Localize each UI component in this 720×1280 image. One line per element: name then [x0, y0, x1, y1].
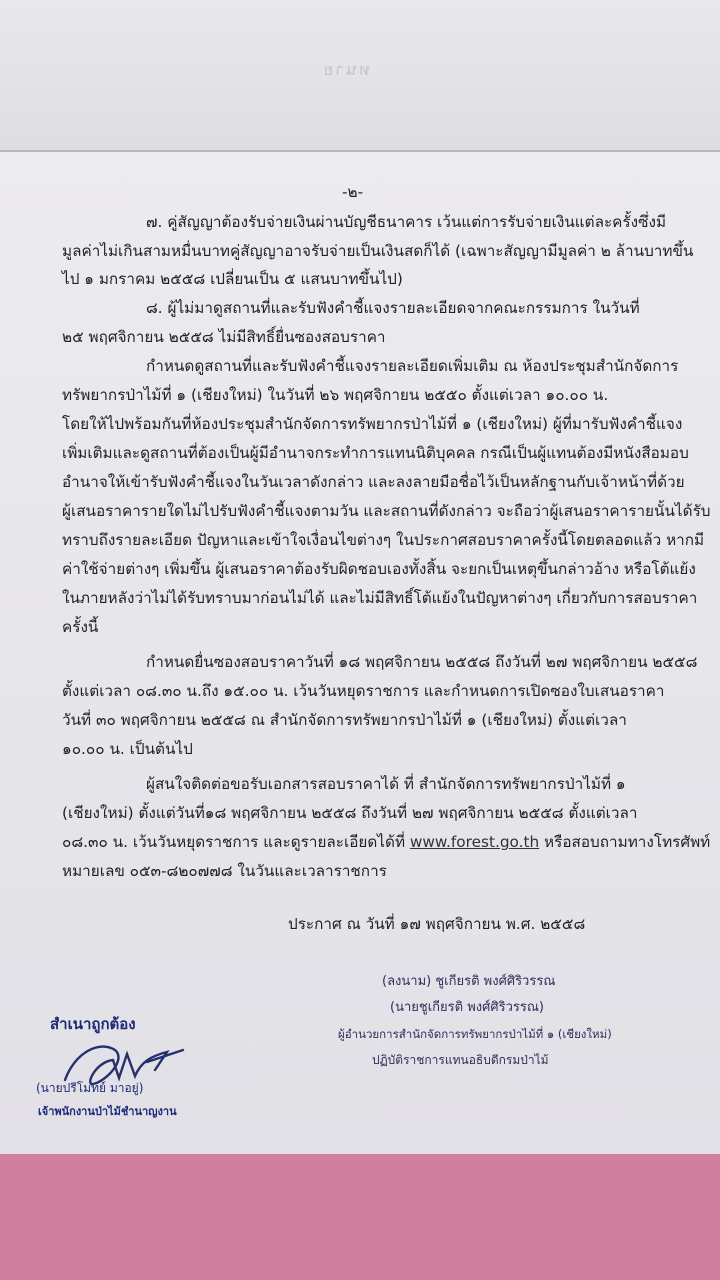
site-visit-line-9: ในภายหลังว่าไม่ได้รับทราบมาก่อนไม่ได้ และไม่มีสิทธิ์โต้แย้งในปัญหาต่างๆ เกี่ยวกับการสอบราคา [62, 589, 698, 607]
bid-period-line-4: ๑๐.๐๐ น. เป็นต้นไป [62, 740, 193, 758]
clause-8-line-2: ๒๕ พฤศจิกายน ๒๕๕๘ ไม่มีสิทธิ์ยื่นซองสอบราคา [62, 328, 386, 346]
clause-7-line-1: ๗. คู่สัญญาต้องรับจ่ายเงินผ่านบัญชีธนาคาร เว้นแต่การรับจ่ายเงินแต่ละครั้งซึ่งมี [146, 213, 667, 231]
bid-period-line-3: วันที่ ๓๐ พฤศจิกายน ๒๕๕๘ ณ สำนักจัดการทรัพยากรป่าไม้ที่ ๑ (เชียงใหม่) ตั้งแต่เวลา [62, 711, 627, 729]
page-number: -๒- [342, 183, 364, 201]
previous-page-sheet [0, 0, 720, 152]
site-visit-line-3: โดยให้ไปพร้อมกันที่ห้องประชุมสำนักจัดการทรัพยากรป่าไม้ที่ ๑ (เชียงใหม่) ผู้ที่มารับฟังคำชี้แจง [62, 415, 683, 433]
contact-text-after: หรือสอบถามทางโทรศัพท์ [539, 833, 711, 851]
contact-line-1: ผู้สนใจติดต่อขอรับเอกสารสอบราคาได้ ที่ สำนักจัดการทรัพยากรป่าไม้ที่ ๑ [146, 775, 626, 793]
bid-period-line-1: กำหนดยื่นซองสอบราคาวันที่ ๑๘ พฤศจิกายน ๒๕๕๘ ถึงวันที่ ๒๗ พฤศจิกายน ๒๕๕๘ [146, 653, 698, 671]
site-visit-line-5: อำนาจให้เข้ารับฟังคำชี้แจงในวันเวลาดังกล่าว และลงลายมือชื่อไว้เป็นหลักฐานกับเจ้าหน้าที่ด้วย [62, 473, 685, 491]
signer-acting: ปฏิบัติราชการแทนอธิบดีกรมป่าไม้ [372, 1053, 549, 1067]
site-visit-line-8: ค่าใช้จ่ายต่างๆ เพิ่มขึ้น ผู้เสนอราคาต้องรับผิดชอบเองทั้งสิ้น จะยกเป็นเหตุขึ้นกล่าวอ้าง หรือโต้แย้ง [62, 560, 696, 578]
background-surface [0, 1154, 720, 1280]
site-visit-line-10: ครั้งนี้ [62, 618, 99, 636]
site-visit-line-1: กำหนดดูสถานที่และรับฟังคำชี้แจงรายละเอียดเพิ่มเติม ณ ห้องประชุมสำนักจัดการ [146, 357, 679, 375]
certify-title: สำเนาถูกต้อง [50, 1015, 136, 1033]
contact-line-2: (เชียงใหม่) ตั้งแต่วันที่๑๘ พฤศจิกายน ๒๕๕๘ ถึงวันที่ ๒๗ พฤศจิกายน ๒๕๕๘ ตั้งแต่เวลา [62, 804, 638, 822]
site-visit-line-2: ทรัพยากรป่าไม้ที่ ๑ (เชียงใหม่) ในวันที่ ๒๖ พฤศจิกายน ๒๕๕๐ ตั้งแต่เวลา ๑๐.๐๐ น. [62, 386, 609, 404]
clause-8-line-1: ๘. ผู้ไม่มาดูสถานที่และรับฟังคำชี้แจงรายละเอียดจากคณะกรรมการ ในวันที่ [146, 299, 640, 317]
site-visit-line-6: ผู้เสนอราคารายใดไม่ไปรับฟังคำชี้แจงตามวัน และสถานที่ดังกล่าว จะถือว่าผู้เสนอราคารายนั้นได้รับ [62, 502, 711, 520]
signer-name: (นายชูเกียรติ พงศ์ศิริวรรณ) [390, 1000, 544, 1015]
clause-7-line-2: มูลค่าไม่เกินสามหมื่นบาทคู่สัญญาอาจรับจ่ายเป็นเงินสดก็ได้ (เฉพาะสัญญามีมูลค่า ๒ ล้านบาทขึ้น [62, 242, 694, 260]
certify-name: (นายปรีโมทย์ มาอยู่) [36, 1081, 144, 1095]
signer-signed: (ลงนาม) ชูเกียรติ พงศ์ศิริวรรณ [382, 974, 556, 989]
contact-text-before: ๐๘.๓๐ น. เว้นวันหยุดราชการ และดูรายละเอียดได้ที่ [62, 833, 410, 851]
bleed-through-text: ทนาย [322, 60, 370, 79]
contact-line-3 [62, 832, 710, 852]
site-visit-line-7: ทราบถึงรายละเอียด ปัญหาและเข้าใจเงื่อนไขต่างๆ ในประกาศสอบราคาครั้งนี้โดยตลอดแล้ว หากมี [62, 531, 705, 549]
document-page [0, 152, 720, 1154]
contact-line-4: หมายเลข ๐๕๓-๘๒๐๗๗๘ ในวันและเวลาราชการ [62, 862, 387, 880]
forest-website-link[interactable]: www.forest.go.th [409, 833, 540, 851]
site-visit-line-4: เพิ่มเติมและดูสถานที่ต้องเป็นผู้มีอำนาจกระทำการแทนนิติบุคคล กรณีเป็นผู้แทนต้องมีหนังสือมอบ [62, 444, 689, 462]
clause-7-line-3: ไป ๑ มกราคม ๒๕๕๘ เปลี่ยนเป็น ๕ แสนบาทขึ้นไป) [62, 270, 403, 288]
signer-position: ผู้อำนวยการสำนักจัดการทรัพยากรป่าไม้ที่ ๑ (เชียงใหม่) [338, 1027, 612, 1041]
announcement-date: ประกาศ ณ วันที่ ๑๗ พฤศจิกายน พ.ศ. ๒๕๕๘ [288, 915, 586, 933]
certify-position: เจ้าพนักงานป่าไม้ชำนาญงาน [38, 1105, 177, 1118]
bid-period-line-2: ตั้งแต่เวลา ๐๘.๓๐ น.ถึง ๑๕.๐๐ น. เว้นวันหยุดราชการ และกำหนดการเปิดซองใบเสนอราคา [62, 682, 665, 700]
